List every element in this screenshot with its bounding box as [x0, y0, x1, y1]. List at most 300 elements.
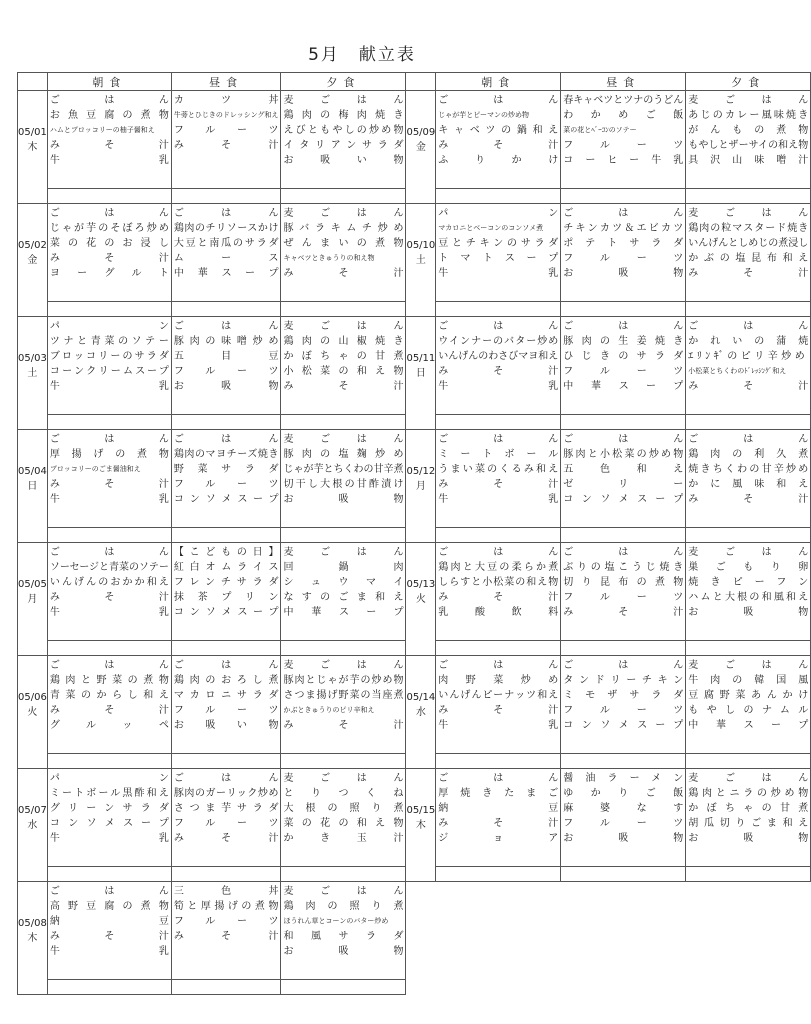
menu-item: 菜の花のお浸し: [49, 238, 169, 249]
menu-item: 菜の花とﾍﾞｰｺﾝのソテー: [563, 126, 637, 134]
date-cell: [18, 882, 48, 995]
menu-item: パン: [49, 773, 169, 784]
date-cell: [406, 317, 436, 430]
menu-item: ごはん: [688, 321, 809, 332]
menu-item: かぶときゅうりのピリ辛和え: [283, 706, 375, 714]
menu-item: 具沢山味噌汁: [688, 155, 809, 166]
menu-item: マカロニとベーコンのコンソメ煮: [438, 224, 544, 232]
dinner-cell: [281, 430, 406, 528]
date-label: 05/13: [406, 579, 436, 590]
menu-item: 三色丼: [173, 886, 279, 897]
menu-item: じゃが芋とちくわの甘辛煮: [283, 464, 404, 475]
menu-item: コーンクリームスープ: [49, 366, 169, 377]
weekday-label: 木: [27, 933, 38, 944]
menu-item: いんげんのおかか和え: [49, 577, 169, 588]
breakfast-cell: [47, 769, 171, 867]
menu-item: もやしのナムル: [688, 705, 809, 716]
menu-item: ごはん: [438, 321, 559, 332]
menu-row: [18, 91, 811, 189]
breakfast-cell: [436, 543, 561, 641]
menu-item: みそ汁: [438, 479, 559, 490]
menu-item: トマトスープ: [438, 253, 559, 264]
lunch-cell: [561, 317, 686, 415]
menu-item: みそ汁: [173, 140, 279, 151]
menu-item: ムース: [173, 253, 279, 264]
menu-row: [18, 543, 811, 641]
menu-item: みそ汁: [49, 592, 169, 603]
footer-cell: [436, 754, 561, 769]
date-cell: [406, 543, 436, 656]
weekday-label: 水: [415, 707, 426, 718]
empty-cell: [406, 882, 811, 995]
menu-item: かに風味和え: [688, 479, 809, 490]
menu-item: みそ汁: [688, 381, 809, 392]
menu-item: 鶏肉の照り煮: [283, 901, 404, 912]
breakfast-cell: [436, 656, 561, 754]
menu-item: 豚肉とじゃが芋の炒め物: [283, 675, 404, 686]
footer-cell: [436, 867, 561, 882]
date-label: 05/15: [406, 805, 436, 816]
menu-item: ハムとブロッコリーの柚子醤和え: [49, 126, 155, 134]
menu-item: 牛乳: [438, 381, 559, 392]
menu-item: 胡瓜切りごま和え: [688, 818, 809, 829]
breakfast-cell: [47, 91, 171, 189]
menu-item: ゼリー: [563, 479, 684, 490]
date-label: 05/08: [18, 918, 47, 929]
footer-cell: [686, 641, 811, 656]
weekday-label: 木: [415, 820, 426, 831]
lunch-cell: [561, 543, 686, 641]
menu-item: フルーツ: [563, 592, 684, 603]
menu-item: ゆかりご飯: [563, 788, 684, 799]
menu-item: お吸物: [173, 381, 279, 392]
footer-cell: [47, 528, 171, 543]
menu-item: 大根の照り煮: [283, 803, 404, 814]
menu-item: 牛乳: [49, 494, 169, 505]
menu-item: ソーセージと青菜のソテー: [49, 562, 169, 573]
date-cell: [406, 91, 436, 204]
footer-cell: [561, 867, 686, 882]
menu-item: いんげんピーナッツ和え: [438, 690, 559, 701]
menu-item: あじのカレー風味焼き: [688, 110, 809, 121]
date-cell: [406, 769, 436, 882]
menu-item: 納豆: [438, 803, 559, 814]
menu-item: 春キャベツとツナのうどん: [563, 95, 684, 106]
menu-item: 牛乳: [49, 946, 169, 957]
menu-item: ウインナーのバター炒め: [438, 336, 559, 347]
menu-item: かき玉汁: [283, 833, 404, 844]
menu-item: ごはん: [173, 773, 279, 784]
dinner-cell: [281, 769, 406, 867]
menu-item: みそ汁: [49, 705, 169, 716]
menu-item: ごはん: [49, 95, 169, 106]
menu-item: ミートボール黒酢和え: [49, 788, 169, 799]
menu-item: パン: [438, 208, 559, 219]
date-label: 05/11: [406, 353, 436, 364]
menu-item: 鶏肉の山椒焼き: [283, 336, 404, 347]
lunch-cell: [561, 430, 686, 528]
menu-item: お吸物: [688, 833, 809, 844]
footer-cell: [436, 528, 561, 543]
menu-item: わかめご飯: [563, 110, 684, 121]
menu-row: [18, 882, 811, 980]
menu-item: フルーツ: [173, 818, 279, 829]
date-cell: [406, 204, 436, 317]
footer-cell: [171, 415, 281, 430]
menu-item: 豚肉の味噌炒め: [173, 336, 279, 347]
menu-item: ごはん: [563, 547, 684, 558]
menu-item: 醤油ラーメン: [563, 773, 684, 784]
menu-item: みそ汁: [438, 592, 559, 603]
menu-item: 鶏肉と大豆の柔らか煮: [438, 562, 559, 573]
menu-item: ブロッコリーのごま醤油和え: [49, 465, 141, 473]
menu-item: とりつくね: [283, 788, 404, 799]
date-cell: [406, 430, 436, 543]
breakfast-cell: [47, 543, 171, 641]
menu-item: お吸物: [563, 268, 684, 279]
date-label: 05/05: [18, 579, 47, 590]
dinner-cell: [686, 317, 811, 415]
menu-item: ごはん: [438, 547, 559, 558]
footer-cell: [686, 754, 811, 769]
menu-item: ポテトサラダ: [563, 238, 684, 249]
menu-item: ごはん: [438, 434, 559, 445]
footer-cell: [171, 189, 281, 204]
dinner-cell: [281, 91, 406, 189]
footer-cell: [281, 867, 406, 882]
menu-item: ごはん: [563, 660, 684, 671]
menu-item: フルーツ: [173, 479, 279, 490]
dinner-cell: [686, 204, 811, 302]
menu-item: じゃが芋のそぼろ炒め: [49, 223, 169, 234]
menu-item: お吸物: [563, 833, 684, 844]
menu-item: フルーツ: [563, 818, 684, 829]
header-row: [18, 73, 811, 91]
menu-item: みそ汁: [283, 268, 404, 279]
date-label: 05/01: [18, 127, 47, 138]
menu-item: 豆とチキンのサラダ: [438, 238, 559, 249]
menu-item: かぶの塩昆布和え: [688, 253, 809, 264]
menu-item: 和風サラダ: [283, 931, 404, 942]
footer-cell: [281, 302, 406, 317]
dinner-cell: [686, 430, 811, 528]
breakfast-cell: [47, 317, 171, 415]
menu-item: お魚豆腐の煮物: [49, 110, 169, 121]
lunch-cell: [171, 317, 281, 415]
menu-item: コンソメスープ: [173, 607, 279, 618]
menu-item: 麦ごはん: [283, 95, 404, 106]
menu-item: 切干し大根の甘酢漬け: [283, 479, 404, 490]
menu-item: かれいの蒲焼: [688, 336, 809, 347]
footer-cell: [686, 528, 811, 543]
footer-cell: [436, 189, 561, 204]
menu-item: 麦ごはん: [283, 773, 404, 784]
breakfast-cell: [436, 317, 561, 415]
menu-item: 回鍋肉: [283, 562, 404, 573]
menu-table: [17, 72, 811, 995]
menu-item: 中華スープ: [173, 268, 279, 279]
date-cell: [18, 317, 48, 430]
menu-item: 麻婆なす: [563, 803, 684, 814]
dinner-cell: [686, 543, 811, 641]
menu-row: [18, 656, 811, 754]
menu-item: フルーツ: [173, 916, 279, 927]
footer-cell: [686, 302, 811, 317]
menu-item: パン: [49, 321, 169, 332]
menu-item: なすのごま和え: [283, 592, 404, 603]
menu-item: じゃが芋とピーマンの炒め物: [438, 111, 530, 119]
header-blank-left: [18, 73, 48, 91]
menu-item: フルーツ: [173, 125, 279, 136]
menu-item: 麦ごはん: [283, 886, 404, 897]
lunch-cell: [171, 769, 281, 867]
menu-item: 焼きちくわの甘辛炒め: [688, 464, 809, 475]
date-label: 05/10: [406, 240, 436, 251]
menu-item: 厚焼きたまご: [438, 788, 559, 799]
breakfast-cell: [436, 430, 561, 528]
menu-item: お吸い物: [283, 155, 404, 166]
weekday-label: 日: [27, 481, 38, 492]
footer-cell: [281, 528, 406, 543]
footer-cell: [281, 415, 406, 430]
menu-item: ブロッコリーのサラダ: [49, 351, 169, 362]
menu-item: 中華スープ: [283, 607, 404, 618]
menu-item: ｴﾘﾝｷﾞのピリ辛炒め: [688, 351, 809, 362]
date-cell: [18, 91, 48, 204]
menu-item: ミモザサラダ: [563, 690, 684, 701]
footer-cell: [561, 641, 686, 656]
dinner-cell: [686, 769, 811, 867]
menu-item: 鶏肉と野菜の煮物: [49, 675, 169, 686]
menu-item: キャベツの鍋和え: [438, 125, 559, 136]
menu-item: 麦ごはん: [688, 660, 809, 671]
menu-item: みそ汁: [49, 140, 169, 151]
date-label: 05/12: [406, 466, 436, 477]
menu-item: えびともやしの炒め物: [283, 125, 404, 136]
menu-item: いんげんのわさびマヨ和え: [438, 351, 559, 362]
menu-item: ぶりの塩こうじ焼き: [563, 562, 684, 573]
menu-item: マカロニサラダ: [173, 690, 279, 701]
menu-item: お吸物: [688, 607, 809, 618]
footer-cell: [561, 302, 686, 317]
menu-item: 牛乳: [49, 833, 169, 844]
lunch-cell: [171, 204, 281, 302]
menu-item: 豚肉のガーリック炒め: [173, 788, 279, 799]
footer-cell: [561, 415, 686, 430]
menu-item: ほうれん草とコーンのバター炒め: [283, 917, 389, 925]
footer-cell: [47, 867, 171, 882]
menu-item: ごはん: [49, 886, 169, 897]
dinner-cell: [281, 204, 406, 302]
lunch-cell: [171, 91, 281, 189]
header-breakfast: 朝食: [47, 73, 171, 91]
footer-cell: [171, 754, 281, 769]
date-label: 05/04: [18, 466, 47, 477]
menu-item: 中華スープ: [688, 720, 809, 731]
footer-cell: [686, 415, 811, 430]
date-label: 05/07: [18, 805, 47, 816]
footer-cell: [171, 867, 281, 882]
menu-item: ごはん: [688, 434, 809, 445]
date-label: 05/14: [406, 692, 436, 703]
menu-item: 豚肉と小松菜の炒め物: [563, 449, 684, 460]
date-cell: [18, 769, 48, 882]
lunch-cell: [171, 882, 281, 980]
menu-item: 五色和え: [563, 464, 684, 475]
menu-item: がんもの煮物: [688, 125, 809, 136]
menu-item: ツナと青菜のソテー: [49, 336, 169, 347]
breakfast-cell: [47, 430, 171, 528]
dinner-cell: [281, 543, 406, 641]
menu-item: コンソメスープ: [49, 818, 169, 829]
menu-item: 牛乳: [49, 155, 169, 166]
breakfast-cell: [47, 656, 171, 754]
menu-row: [18, 204, 811, 302]
menu-item: 牛乳: [438, 268, 559, 279]
menu-item: 紅白オムライス: [173, 562, 279, 573]
menu-item: みそ汁: [438, 705, 559, 716]
menu-item: ごはん: [563, 208, 684, 219]
lunch-cell: [171, 656, 281, 754]
menu-item: フルーツ: [563, 366, 684, 377]
date-label: 05/02: [18, 240, 47, 251]
footer-cell: [47, 302, 171, 317]
menu-item: 麦ごはん: [688, 95, 809, 106]
menu-item: ごはん: [438, 660, 559, 671]
menu-item: 麦ごはん: [688, 208, 809, 219]
menu-item: みそ汁: [688, 494, 809, 505]
menu-item: さつま揚げ野菜の当座煮: [283, 690, 404, 701]
menu-item: うまい菜のくるみ和え: [438, 464, 559, 475]
menu-item: 豚肉の塩麹炒め: [283, 449, 404, 460]
footer-cell: [281, 641, 406, 656]
footer-cell: [281, 754, 406, 769]
menu-item: 大豆と南瓜のサラダ: [173, 238, 279, 249]
menu-item: 鶏肉の利久煮: [688, 449, 809, 460]
menu-item: 抹茶プリン: [173, 592, 279, 603]
menu-item: ごはん: [563, 434, 684, 445]
footer-cell: [47, 980, 171, 995]
menu-item: いんげんとしめじの煮浸し: [688, 238, 809, 249]
menu-item: キャベツときゅうりの和え物: [283, 254, 375, 262]
menu-item: みそ汁: [49, 931, 169, 942]
menu-item: 焼きピーフン: [688, 577, 809, 588]
menu-item: 高野豆腐の煮物: [49, 901, 169, 912]
menu-item: みそ汁: [283, 381, 404, 392]
menu-item: ごはん: [173, 208, 279, 219]
date-label: 05/09: [406, 127, 436, 138]
footer-cell: [686, 189, 811, 204]
menu-item: ごはん: [438, 773, 559, 784]
menu-item: お吸い物: [173, 720, 279, 731]
footer-cell: [561, 754, 686, 769]
menu-item: フルーツ: [173, 366, 279, 377]
menu-item: 鶏肉のチリソースかけ: [173, 223, 279, 234]
menu-item: フルーツ: [563, 253, 684, 264]
menu-item: ヨーグルト: [49, 268, 169, 279]
menu-item: ごはん: [438, 95, 559, 106]
menu-item: フルーツ: [563, 705, 684, 716]
breakfast-cell: [436, 204, 561, 302]
lunch-cell: [561, 656, 686, 754]
breakfast-cell: [436, 769, 561, 867]
footer-cell: [686, 867, 811, 882]
menu-item: かぼちゃの甘煮: [283, 351, 404, 362]
menu-item: 乳酸飲料: [438, 607, 559, 618]
menu-item: 鶏肉の梅肉焼き: [283, 110, 404, 121]
menu-item: 厚揚げの煮物: [49, 449, 169, 460]
weekday-label: 月: [27, 594, 38, 605]
menu-item: 小松菜とちくわのﾄﾞﾚｯｼﾝｸﾞ和え: [688, 367, 787, 375]
menu-item: 豆腐野菜あんかけ: [688, 690, 809, 701]
lunch-cell: [561, 91, 686, 189]
menu-item: ひじきのサラダ: [563, 351, 684, 362]
menu-item: 豚バラキムチ炒め: [283, 223, 404, 234]
weekday-label: 土: [27, 368, 38, 379]
menu-item: みそ汁: [173, 931, 279, 942]
weekday-label: 水: [27, 820, 38, 831]
menu-item: 麦ごはん: [688, 773, 809, 784]
menu-item: 野菜サラダ: [173, 464, 279, 475]
lunch-cell: [561, 204, 686, 302]
menu-item: 牛乳: [438, 720, 559, 731]
menu-item: 牛肉の韓国風: [688, 675, 809, 686]
menu-item: 麦ごはん: [688, 547, 809, 558]
dinner-cell: [686, 91, 811, 189]
menu-item: ジョア: [438, 833, 559, 844]
menu-item: チキンカツ＆エビカツ: [563, 223, 684, 234]
weekday-label: 火: [415, 594, 426, 605]
menu-item: 中華スープ: [563, 381, 684, 392]
menu-item: ぜんまいの煮物: [283, 238, 404, 249]
menu-item: お吸物: [283, 494, 404, 505]
footer-cell: [561, 189, 686, 204]
menu-item: 五目豆: [173, 351, 279, 362]
footer-cell: [436, 415, 561, 430]
menu-row: [18, 769, 811, 867]
menu-item: ごはん: [49, 547, 169, 558]
menu-item: ハムと大根の和風和え: [688, 592, 809, 603]
menu-item: フルーツ: [563, 140, 684, 151]
lunch-cell: [171, 430, 281, 528]
menu-item: 豚肉の生姜焼き: [563, 336, 684, 347]
menu-item: コンソメスープ: [173, 494, 279, 505]
weekday-label: 金: [27, 255, 38, 266]
menu-item: さつま芋サラダ: [173, 803, 279, 814]
footer-cell: [281, 980, 406, 995]
menu-item: 菜の花の和え物: [283, 818, 404, 829]
menu-item: ごはん: [173, 660, 279, 671]
menu-item: しらすと小松菜の和え物: [438, 577, 559, 588]
menu-item: 鶏肉とニラの炒め物: [688, 788, 809, 799]
menu-item: みそ汁: [283, 720, 404, 731]
menu-item: お吸物: [283, 946, 404, 957]
menu-item: かぼちゃの甘煮: [688, 803, 809, 814]
menu-item: フルーツ: [173, 705, 279, 716]
menu-item: みそ汁: [438, 818, 559, 829]
menu-item: 麦ごはん: [283, 660, 404, 671]
header-breakfast: 朝食: [436, 73, 561, 91]
menu-item: 麦ごはん: [283, 547, 404, 558]
menu-item: ごはん: [49, 434, 169, 445]
menu-item: 牛乳: [49, 607, 169, 618]
lunch-cell: [171, 543, 281, 641]
menu-item: 筍と厚揚げの煮物: [173, 901, 279, 912]
breakfast-cell: [47, 204, 171, 302]
weekday-label: 月: [415, 481, 426, 492]
footer-cell: [47, 641, 171, 656]
breakfast-cell: [47, 882, 171, 980]
